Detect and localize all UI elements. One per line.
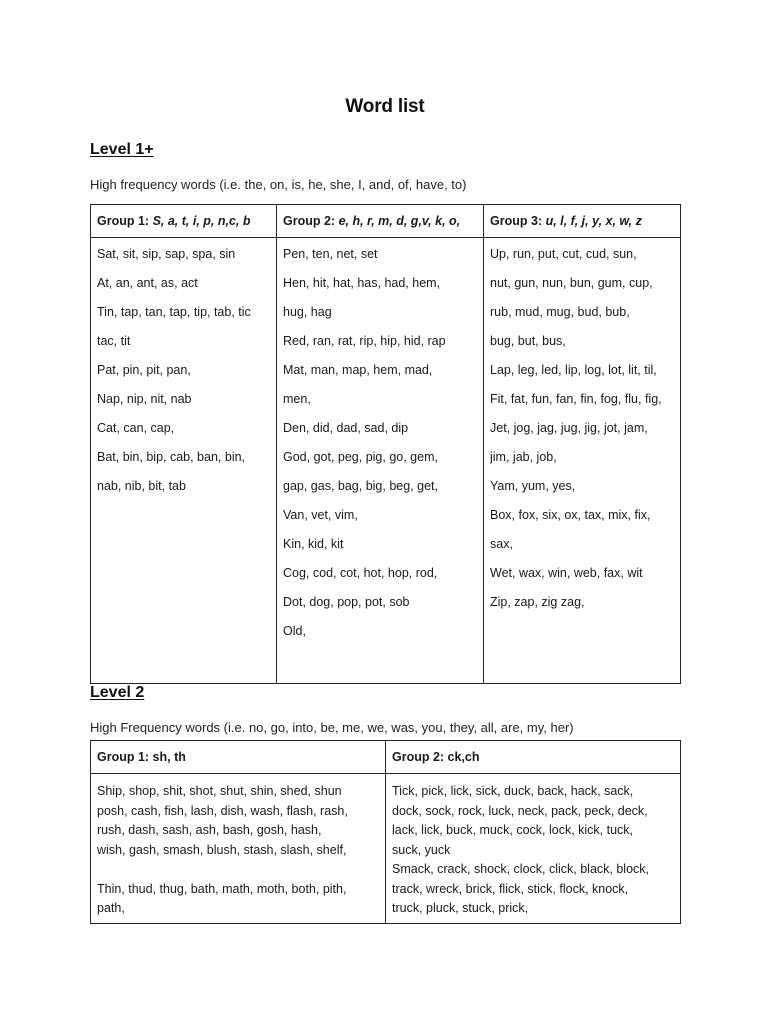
word-line: Nap, nip, nit, nab — [97, 392, 192, 406]
word-line: Smack, crack, shock, clock, click, black, block, — [392, 862, 650, 876]
word-line: God, got, peg, pig, go, gem, — [283, 450, 438, 464]
word-line: dock, sock, rock, luck, neck, pack, peck, deck, — [392, 803, 648, 818]
word-line: Tin, tap, tan, tap, tip, tab, tic — [97, 305, 251, 319]
word-line: hug, hag — [283, 305, 332, 319]
level1-group3-header: Group 3: u, l, f, j, y, x, w, z — [484, 205, 681, 238]
word-line: lack, lick, buck, muck, cock, lock, kick, tuck, — [392, 823, 634, 837]
level1-header-row — [91, 205, 681, 238]
word-line: Box, fox, six, ox, tax, mix, fix, — [490, 508, 651, 522]
word-line: Red, ran, rat, rip, hip, hid, rap — [283, 334, 446, 348]
word-line: Ship, shop, shit, shot, shut, shin, shed, shun — [97, 784, 342, 798]
level2-word-table — [90, 740, 681, 924]
level2-group2-header: Group 2: ck,ch — [386, 741, 681, 774]
word-line: Yam, yum, yes, — [490, 479, 576, 493]
word-line: Cat, can, cap, — [97, 421, 175, 435]
level1-group1-words — [91, 238, 277, 684]
level2-group1-header: Group 1: sh, th — [91, 741, 386, 774]
level2-header-row — [91, 741, 681, 774]
word-line: truck, pluck, stuck, prick, — [392, 901, 529, 915]
level2-group1-words — [91, 774, 386, 924]
level1-high-frequency-words: High frequency words (i.e. the, on, is, he, she, I, and, of, have, to) — [90, 177, 467, 192]
word-line: Pen, ten, net, set — [283, 247, 378, 261]
level1-heading: Level 1+ — [90, 141, 154, 158]
word-line: jim, jab, job, — [490, 450, 557, 464]
word-line: Hen, hit, hat, has, had, hem, — [283, 276, 441, 290]
level2-words-row — [91, 774, 681, 924]
word-line: Cog, cod, cot, hot, hop, rod, — [283, 566, 438, 580]
word-line: Den, did, dad, sad, dip — [283, 421, 409, 435]
level1-group1-header: Group 1: S, a, t, i, p, n,c, b — [91, 205, 277, 238]
level2-high-frequency-words: High Frequency words (i.e. no, go, into, be, me, we, was, you, they, all, are, my, her) — [90, 720, 574, 735]
word-line: Bat, bin, bip, cab, ban, bin, — [97, 450, 246, 464]
level1-group2-words — [277, 238, 484, 684]
word-line: men, — [283, 392, 311, 406]
word-line: Tick, pick, lick, sick, duck, back, hack, sack, — [392, 784, 634, 798]
page-title: Word list — [345, 96, 425, 117]
level2-group2-words — [386, 774, 681, 924]
word-line: gap, gas, bag, big, beg, get, — [283, 479, 438, 493]
word-line: sax, — [490, 537, 513, 551]
word-line: tac, tit — [97, 334, 131, 348]
word-line: Pat, pin, pit, pan, — [97, 363, 191, 377]
word-line: Mat, man, map, hem, mad, — [283, 363, 433, 377]
level2-heading: Level 2 — [90, 684, 145, 701]
word-line: bug, but, bus, — [490, 334, 566, 348]
word-line: Up, run, put, cut, cud, sun, — [490, 247, 637, 261]
word-line: rub, mud, mug, bud, bub, — [490, 305, 630, 319]
word-line: track, wreck, brick, flick, stick, flock, knock, — [392, 881, 629, 896]
word-line: nab, nib, bit, tab — [97, 479, 186, 493]
word-line: Old, — [283, 624, 306, 638]
word-line: suck, yuck — [392, 842, 451, 857]
word-line: path, — [97, 901, 125, 915]
level1-group2-header: Group 2: e, h, r, m, d, g,v, k, o, — [277, 205, 484, 238]
word-line: Van, vet, vim, — [283, 508, 358, 522]
word-line — [97, 860, 379, 880]
word-line: At, an, ant, as, act — [97, 276, 198, 290]
word-line: Sat, sit, sip, sap, spa, sin — [97, 247, 236, 261]
word-line: Fit, fat, fun, fan, fin, fog, flu, fig, — [490, 392, 662, 406]
word-line: Wet, wax, win, web, fax, wit — [490, 566, 643, 580]
word-line: nut, gun, nun, bun, gum, cup, — [490, 276, 653, 290]
word-line: wish, gash, smash, blush, stash, slash, shelf, — [97, 842, 347, 857]
word-line: Jet, jog, jag, jug, jig, jot, jam, — [490, 421, 648, 435]
word-line: posh, cash, fish, lash, dish, wash, flash, rash, — [97, 803, 348, 818]
level1-group3-words — [484, 238, 681, 684]
word-line: Thin, thud, thug, bath, math, moth, both, pith, — [97, 881, 347, 896]
word-line: Lap, leg, led, lip, log, lot, lit, til, — [490, 363, 657, 377]
word-line: Dot, dog, pop, pot, sob — [283, 595, 410, 609]
level1-word-table — [90, 204, 681, 684]
word-line: Kin, kid, kit — [283, 537, 344, 551]
word-line: Zip, zap, zig zag, — [490, 595, 585, 609]
word-line: rush, dash, sash, ash, bash, gosh, hash, — [97, 823, 322, 837]
level1-words-row — [91, 238, 681, 684]
